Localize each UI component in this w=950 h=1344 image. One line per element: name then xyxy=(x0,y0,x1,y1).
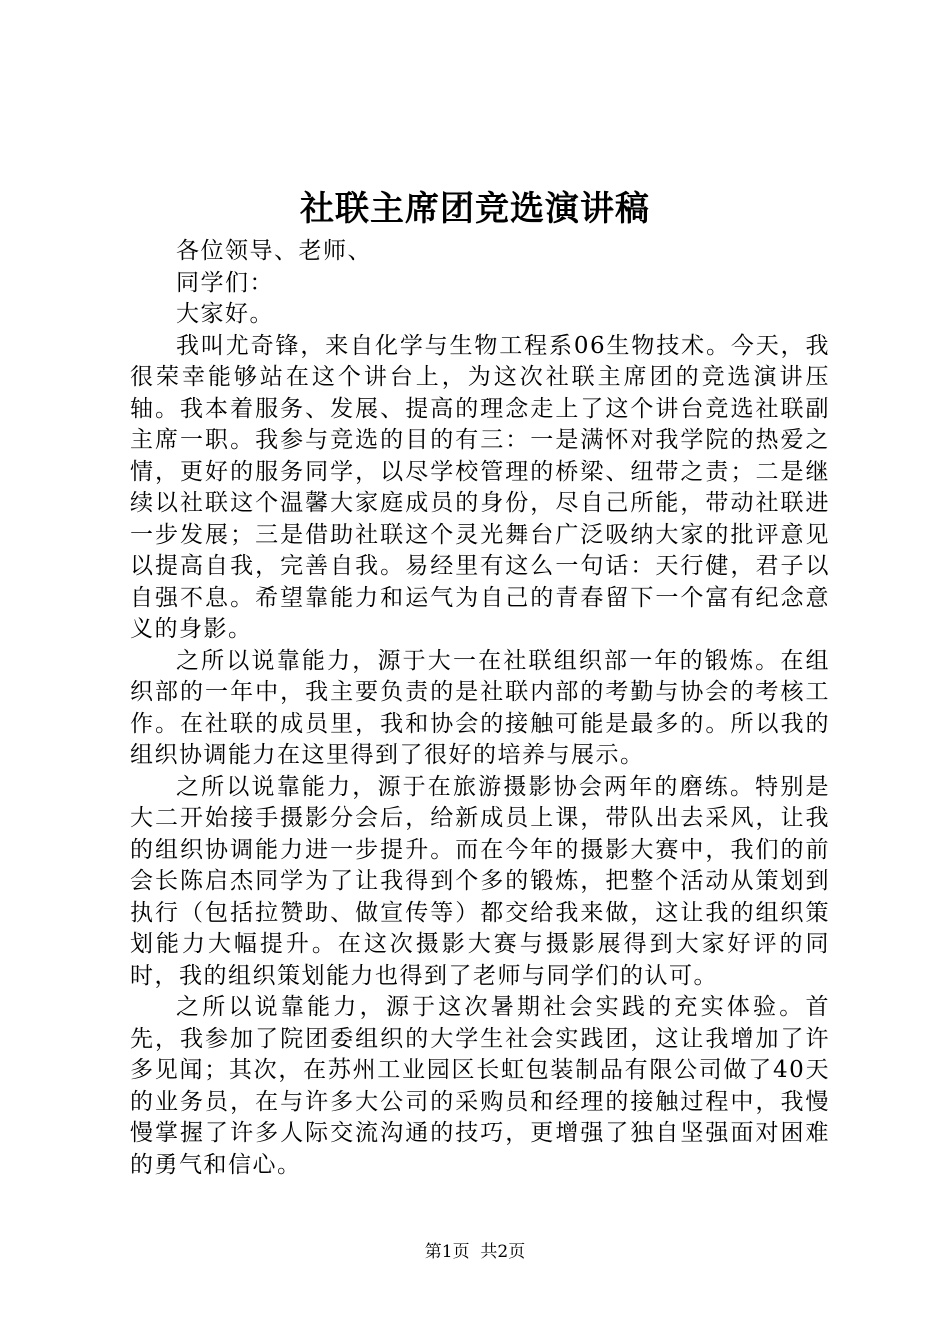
paragraph-photography-association: 之所以说靠能力，源于在旅游摄影协会两年的磨练。特别是大二开始接手摄影分会后，给新成员上课，带队出去采风，让我的组织协调能力进一步提升。而在今年的摄影大赛中，我们的前会长陈启杰同学为了让我得到个多的锻炼，把整个活动从策划到执行（包括拉赞助、做宣传等）都交给我来做，这让我的组织策划能力大幅提升。在这次摄影大赛与摄影展得到大家好评的同时，我的组织策划能力也得到了老师与同学们的认可。 xyxy=(130,773,830,989)
paragraph-organization-department: 之所以说靠能力，源于大一在社联组织部一年的锻炼。在组织部的一年中，我主要负责的是社联内部的考勤与协会的考核工作。在社联的成员里，我和协会的接触可能是最多的。所以我的组织协调能力在这里得到了很好的培养与展示。 xyxy=(130,647,830,768)
page-footer xyxy=(0,1240,950,1264)
greeting-line: 大家好。 xyxy=(176,301,274,327)
document-body xyxy=(130,236,830,1181)
salutation-line-1: 各位领导、老师、 xyxy=(176,238,372,264)
page-total: 共2页 xyxy=(480,1242,526,1262)
paragraph-summer-practice: 之所以说靠能力，源于这次暑期社会实践的充实体验。首先，我参加了院团委组织的大学生社会实践团，这让我增加了许多见闻；其次，在苏州工业园区长虹包装制品有限公司做了40天的业务员，在与许多大公司的采购员和经理的接触过程中，我慢慢掌握了许多人际交流沟通的技巧，更增强了独自坚强面对困难的勇气和信心。 xyxy=(130,994,830,1178)
document-title: 社联主席团竞选演讲稿 xyxy=(300,189,650,229)
salutation-line-2: 同学们： xyxy=(176,269,274,296)
paragraph-introduction: 我叫尤奇锋，来自化学与生物工程系06生物技术。今天，我很荣幸能够站在这个讲台上，为这次社联主席团的竞选演讲压轴。我本着服务、发展、提高的理念走上了这个讲台竞选社联副主席一职。我参与竞选的目的有三：一是满怀对我学院的热爱之情，更好的服务同学，以尽学校管理的桥梁、纽带之责；二是继续以社联这个温馨大家庭成员的身份，尽自己所能，带动社联进一步发展；三是借助社联这个灵光舞台广泛吸纳大家的批评意见以提高自我，完善自我。易经里有这么一句话：天行健，君子以自强不息。希望靠能力和运气为自己的青春留下一个富有纪念意义的身影。 xyxy=(130,332,830,642)
page-number: 第1页 xyxy=(424,1242,470,1262)
